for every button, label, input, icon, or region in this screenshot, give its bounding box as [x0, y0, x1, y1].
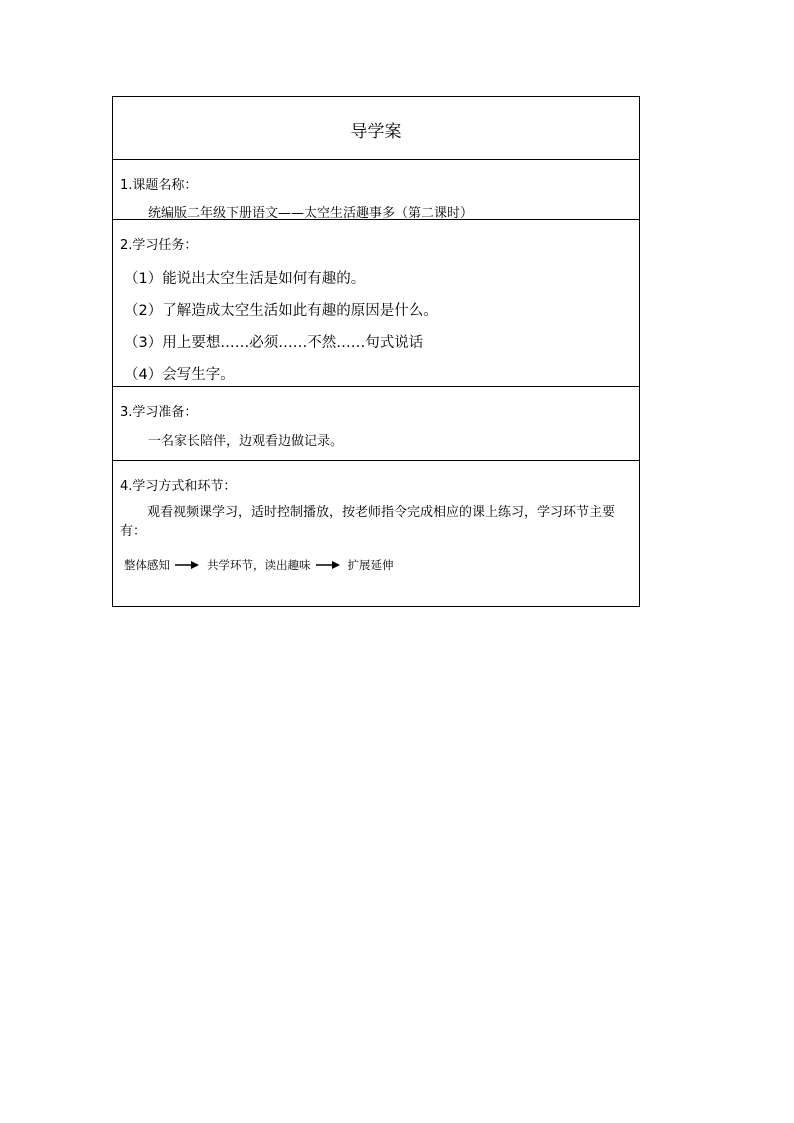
course-title-text: 统编版二年级下册语文——太空生活趣事多（第二课时） — [148, 206, 474, 221]
tasks-label: 2.学习任务： — [120, 238, 198, 253]
task-item-4: （4）会写生字。 — [124, 367, 235, 383]
learning-flow — [124, 557, 394, 573]
course-section — [113, 159, 639, 219]
preparation-label: 3.学习准备： — [120, 405, 198, 420]
flow-step-2: 共学环节，读出趣味 — [207, 558, 311, 572]
right-arrow-icon — [175, 560, 199, 570]
document-title: 导学案 — [350, 122, 402, 142]
guide-table — [112, 96, 640, 607]
preparation-text: 一名家长陪伴，边观看边做记录。 — [148, 434, 344, 449]
method-text: 观看视频课学习，适时控制播放，按老师指令完成相应的课上练习，学习环节主要有： — [120, 505, 616, 539]
task-item-1: （1）能说出太空生活是如何有趣的。 — [124, 271, 366, 287]
course-label: 1.课题名称： — [120, 178, 198, 193]
task-item-3: （3）用上要想……必须……不然……句式说话 — [124, 335, 424, 351]
flow-step-1: 整体感知 — [124, 558, 170, 572]
title-row — [113, 97, 639, 159]
tasks-section — [113, 219, 639, 386]
method-label: 4.学习方式和环节： — [120, 479, 237, 494]
preparation-section — [113, 386, 639, 460]
flow-step-3: 扩展延伸 — [347, 558, 394, 572]
method-section — [113, 460, 639, 606]
right-arrow-icon — [316, 560, 340, 570]
task-item-2: （2）了解造成太空生活如此有趣的原因是什么。 — [124, 303, 438, 319]
